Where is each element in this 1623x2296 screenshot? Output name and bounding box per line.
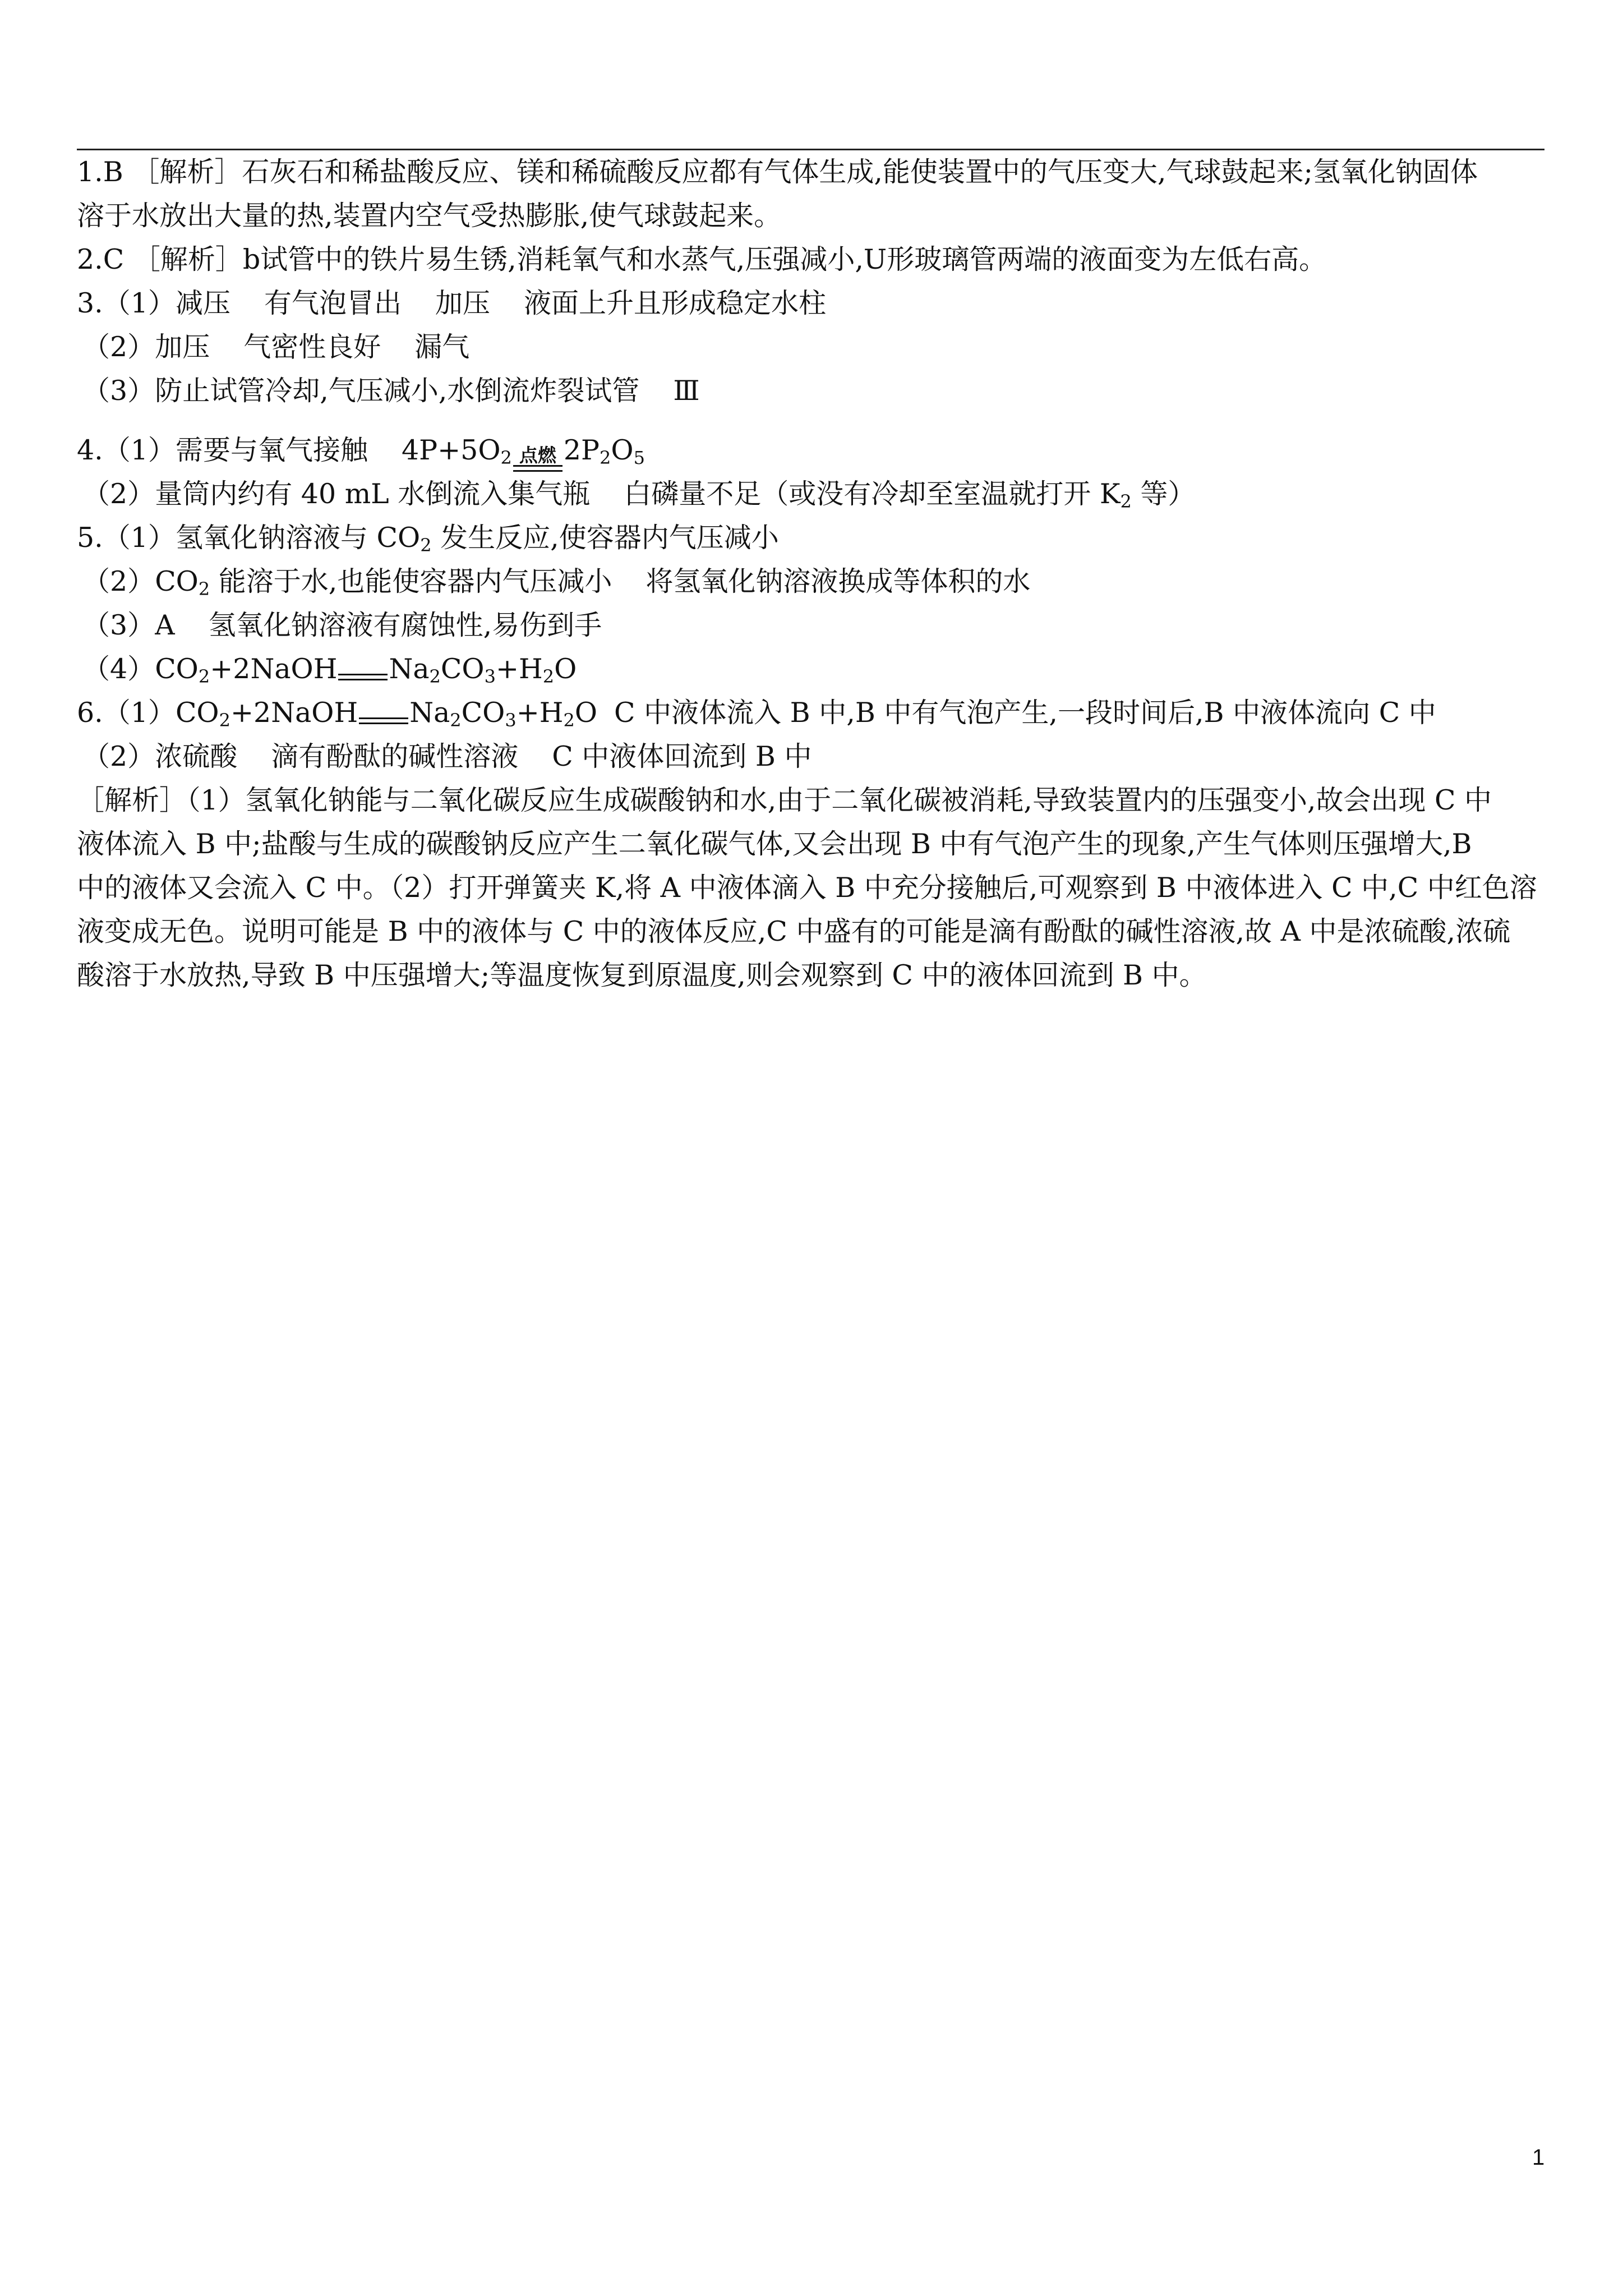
page-number: 1 bbox=[1532, 2145, 1545, 2170]
q3-part1: 3.（1）减压 有气泡冒出 加压 液面上升且形成稳定水柱 bbox=[77, 287, 826, 319]
q3-part2: （2）加压 气密性良好 漏气 bbox=[82, 331, 470, 363]
q6-analysis-3: 中的液体又会流入 C 中。（2）打开弹簧夹 K,将 A 中液体滴入 B 中充分接触后,可观察到 B 中液体进入 C 中,C 中红色溶 bbox=[77, 872, 1537, 904]
q5-part4: $(4)CO_2+2NaOH$ $Na_2CO_3+H_2O$ bbox=[82, 653, 577, 687]
q5-part2: $(2)CO_2$ 能溶于水,也能使容器内气压减小 将氢氧化钠溶液换成等体积的水 bbox=[82, 565, 1031, 600]
answer-content bbox=[77, 150, 1552, 997]
q5-equation: $CO_2+2NaOH$ $Na_2CO_3+H_2O$ bbox=[155, 653, 577, 687]
q1-line-2: 溶于水放出大量的热,装置内空气受热膨胀,使气球鼓起来。 bbox=[77, 200, 782, 232]
q1-line-1: 1.B ［解析］石灰石和稀盐酸反应、镁和稀硫酸反应都有气体生成,能使装置中的气压变大,气球鼓起来;氢氧化钠固体 bbox=[77, 156, 1478, 188]
equals-sign bbox=[359, 705, 408, 724]
q6-part1: $6.(1)CO_2+2NaOH$ $Na_2CO_3+H_2O$ C 中液体流入 B 中,B 中有气泡产生,一段时间后,B 中液体流向 C 中 bbox=[77, 697, 1436, 731]
reaction-arrow: 点燃 bbox=[513, 446, 562, 472]
q6-analysis-2: 液体流入 B 中;盐酸与生成的碳酸钠反应产生二氧化碳气体,又会出现 B 中有气泡产生的现象,产生气体则压强增大,B bbox=[77, 828, 1472, 860]
q6-part2: （2）浓硫酸 滴有酚酞的碱性溶液 C 中液体回流到 B 中 bbox=[82, 740, 812, 772]
q6-equation: $CO_2+2NaOH$ $Na_2CO_3+H_2O$ bbox=[175, 697, 598, 731]
q6-analysis-4: 液变成无色。说明可能是 B 中的液体与 C 中的液体反应,C 中盛有的可能是滴有酚酞的碱性溶液,故 A 中是浓硫酸,浓硫 bbox=[77, 915, 1511, 947]
q6-analysis-1: ［解析］（1）氢氧化钠能与二氧化碳反应生成碳酸钠和水,由于二氧化碳被消耗,导致装置内的压强变小,故会出现 C 中 bbox=[77, 784, 1492, 816]
q5-part1: 5.（1）氢氧化钠溶液与 $CO_2$ 发生反应,使容器内气压减小 bbox=[77, 522, 779, 556]
q4-part1: 4.（1）需要与氧气接触 $4P+5O_2$ 点燃 $2P_2O_5$ bbox=[77, 429, 1552, 472]
q4-part2: （2）量筒内约有 40 mL 水倒流入集气瓶 白磷量不足（或没有冷却至室温就打开 $K_2$ 等） bbox=[82, 478, 1196, 512]
q6-analysis-5: 酸溶于水放热,导致 B 中压强增大;等温度恢复到原温度,则会观察到 C 中的液体回流到 B 中。 bbox=[77, 959, 1207, 991]
q3-part3: （3）防止试管冷却,气压减小,水倒流炸裂试管 Ⅲ bbox=[82, 375, 700, 407]
q5-part3: （3）A 氢氧化钠溶液有腐蚀性,易伤到手 bbox=[82, 609, 602, 641]
q2-line: 2.C ［解析］b试管中的铁片易生锈,消耗氧气和水蒸气,压强减小,U形玻璃管两端的液面变为左低右高。 bbox=[77, 243, 1327, 275]
q4-equation: $4P+5O_2$ 点燃 $2P_2O_5$ bbox=[402, 434, 645, 466]
equals-sign bbox=[338, 661, 388, 680]
